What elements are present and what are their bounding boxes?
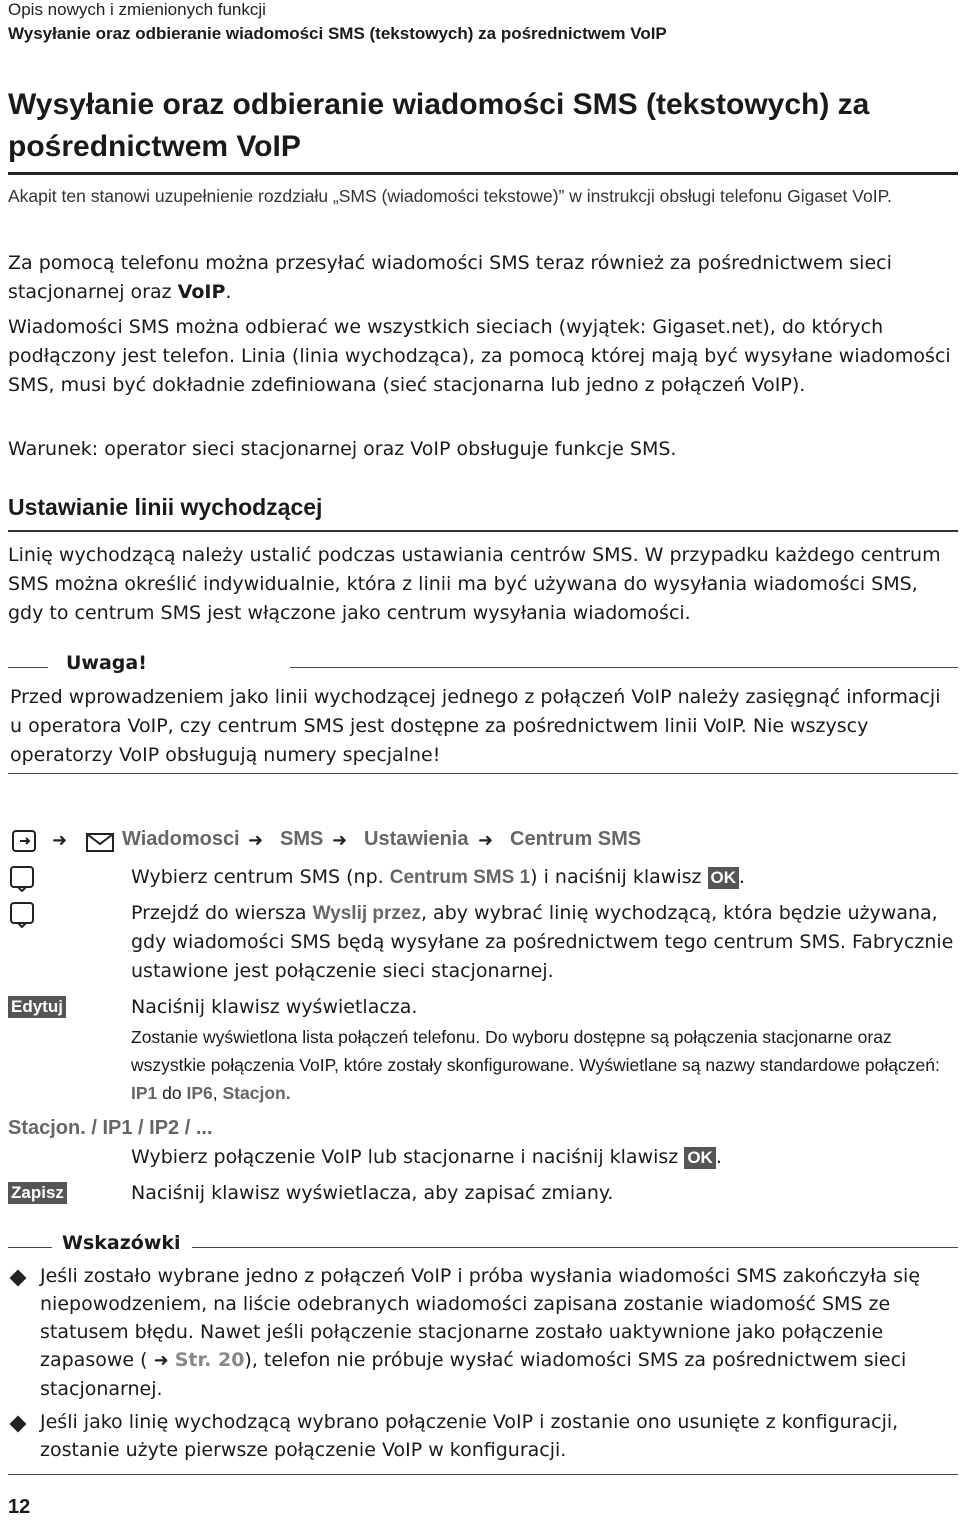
running-header-section: Opis nowych i zmienionych funkcji xyxy=(8,0,266,19)
display-text: IP6 xyxy=(186,1083,213,1103)
step-text: Wybierz centrum SMS (np. xyxy=(131,866,390,888)
page-title-line1: Wysyłanie oraz odbieranie wiadomości SMS (tekstowych) za xyxy=(8,88,870,121)
menu-path xyxy=(8,826,958,856)
step-press-display-key: Naciśnij klawisz wyświetlacza. xyxy=(131,996,418,1018)
warning-title: Uwaga! xyxy=(66,652,147,674)
step-text: . xyxy=(715,1146,722,1168)
tips-rule-right xyxy=(192,1247,958,1248)
menu-item-sms: SMS xyxy=(280,828,324,850)
tips-rule-bottom xyxy=(8,1474,958,1475)
note-text: Zostanie wyświetlona lista połączeń telefonu. Do wyboru dostępne są połączenia stacjonarne oraz wszystkie połączenia VoIP, które zostały skonfigurowane. Wyświetlane są nazwy standardowe połączeń: xyxy=(131,1027,940,1075)
bullet-icon xyxy=(10,1270,27,1287)
navigation-key-icon xyxy=(10,866,38,892)
note-text: do xyxy=(157,1083,187,1103)
section-rule xyxy=(8,530,958,532)
warning-text: Przed wprowadzeniem jako linii wychodzącej jednego z połączeń VoIP należy zasięgnąć informacji u operatora VoIP, czy centrum SMS jest dostępne za pośrednictwem linii VoIP. Nie wszyscy operatorzy VoIP obsługują numery specjalne! xyxy=(10,686,941,766)
paragraph-1 xyxy=(8,249,956,307)
menu-item-wiadomosci: Wiadomosci xyxy=(122,828,240,850)
running-header-subsection: Wysyłanie oraz odbieranie wiadomości SMS (tekstowych) za pośrednictwem VoIP xyxy=(8,24,667,43)
warning-rule-left xyxy=(8,667,48,668)
step-text: . xyxy=(739,866,746,888)
section-heading: Ustawianie linii wychodzącej xyxy=(8,494,323,520)
step-select-connection xyxy=(131,1143,956,1172)
note-text: , xyxy=(212,1083,223,1103)
reference-arrow-icon: ➜ xyxy=(153,1350,169,1371)
paragraph-1-text: Za pomocą telefonu można przesyłać wiadomości SMS teraz również za pośrednictwem sieci stacjonarnej oraz xyxy=(8,252,892,303)
paragraph-3: Warunek: operator sieci stacjonarnej oraz VoIP obsługuje funkcje SMS. xyxy=(8,438,677,460)
step-text: Wybierz połączenie VoIP lub stacjonarne i naciśnij klawisz xyxy=(131,1146,685,1168)
display-text: Stacjon. xyxy=(222,1083,291,1103)
display-text: Wyslij przez xyxy=(312,903,421,924)
navigation-key-icon xyxy=(10,902,38,928)
step-select-line xyxy=(131,899,956,986)
tip-2: Jeśli jako linię wychodzącą wybrano połączenie VoIP i zostanie ono usunięte z konfiguracji, zostanie użyte pierwsze połączenie VoIP w konfiguracji. xyxy=(40,1411,899,1461)
bullet-icon xyxy=(10,1416,27,1433)
ok-key: OK xyxy=(708,867,740,889)
warning-rule-right xyxy=(290,667,958,668)
step-text: Przejdź do wiersza xyxy=(131,902,313,924)
paragraph-1-bold: VoIP xyxy=(177,281,226,303)
page-title-line2: pośrednictwem VoIP xyxy=(8,130,301,163)
tips-rule-left xyxy=(8,1247,52,1248)
section-paragraph: Linię wychodzącą należy ustalić podczas ustawiania centrów SMS. W przypadku każdego centrum SMS można określić indywidualnie, która z linii ma być używana do wysyłania wiadomości SMS, gdy to centrum SMS jest włączone jako centrum wysyłania wiadomości. xyxy=(8,544,941,624)
arrow-icon: ➜ xyxy=(478,830,494,851)
page-title xyxy=(8,84,938,168)
step-text: ) i naciśnij klawisz xyxy=(530,866,708,888)
step-note xyxy=(131,1023,956,1107)
tips-title: Wskazówki xyxy=(62,1232,181,1254)
display-text: Centrum SMS 1 xyxy=(389,867,531,888)
warning-rule-bottom xyxy=(8,773,958,774)
page-reference-link[interactable]: Str. 20 xyxy=(174,1349,245,1371)
arrow-icon: ➜ xyxy=(248,830,264,851)
edytuj-key: Edytuj xyxy=(8,996,66,1018)
step-text: , aby wybrać linię wychodzącą, która będzie używana, gdy wiadomości SMS będą wysyłane za pośrednictwem tego centrum SMS. Fabrycznie ustawione jest połączenie sieci stacjonarnej. xyxy=(131,902,954,982)
title-rule xyxy=(8,172,958,175)
menu-item-ustawienia: Ustawienia xyxy=(364,828,469,850)
display-text: IP1 xyxy=(131,1083,158,1103)
arrow-icon: ➜ xyxy=(52,830,68,851)
tip-1 xyxy=(40,1262,958,1403)
arrow-icon: ➜ xyxy=(332,830,348,851)
menu-item-centrum-sms: Centrum SMS xyxy=(510,828,642,850)
zapisz-key: Zapisz xyxy=(8,1182,67,1204)
paragraph-2: Wiadomości SMS można odbierać we wszystkich sieciach (wyjątek: Gigaset.net), do których podłączony jest telefon. Linia (linia wychodząca), za pomocą której mają być wysyłane wiadomości SMS, musi być dokładnie zdefiniowana (sieć stacjonarna lub jedno z połączeń VoIP). xyxy=(8,316,951,396)
paragraph-1-end: . xyxy=(225,281,232,303)
intro-paragraph: Akapit ten stanowi uzupełnienie rozdziału „SMS (wiadomości tekstowe)” w instrukcji obsługi telefonu Gigaset VoIP. xyxy=(8,186,892,206)
step-save: Naciśnij klawisz wyświetlacza, aby zapisać zmiany. xyxy=(131,1182,614,1204)
options-label: Stacjon. / IP1 / IP2 / ... xyxy=(8,1117,213,1139)
tip-text: ), telefon nie próbuje wysłać wiadomości SMS za pośrednictwem sieci stacjonarnej. xyxy=(40,1349,907,1400)
step-select-centre xyxy=(131,863,956,892)
tip-text: Jeśli zostało wybrane jedno z połączeń VoIP i próba wysłania wiadomości SMS zakończyła się niepowodzeniem, na liście odebranych wiadomości zapisana zostanie wiadomość SMS ze statusem błędu. Nawet jeśli połączenie stacjonarne zostało uaktywnione jako połączenie zapasowe ( xyxy=(40,1265,921,1371)
envelope-icon xyxy=(86,833,116,853)
menu-key-icon xyxy=(12,830,40,854)
page-number: 12 xyxy=(8,1496,31,1518)
ok-key: OK xyxy=(684,1147,716,1169)
